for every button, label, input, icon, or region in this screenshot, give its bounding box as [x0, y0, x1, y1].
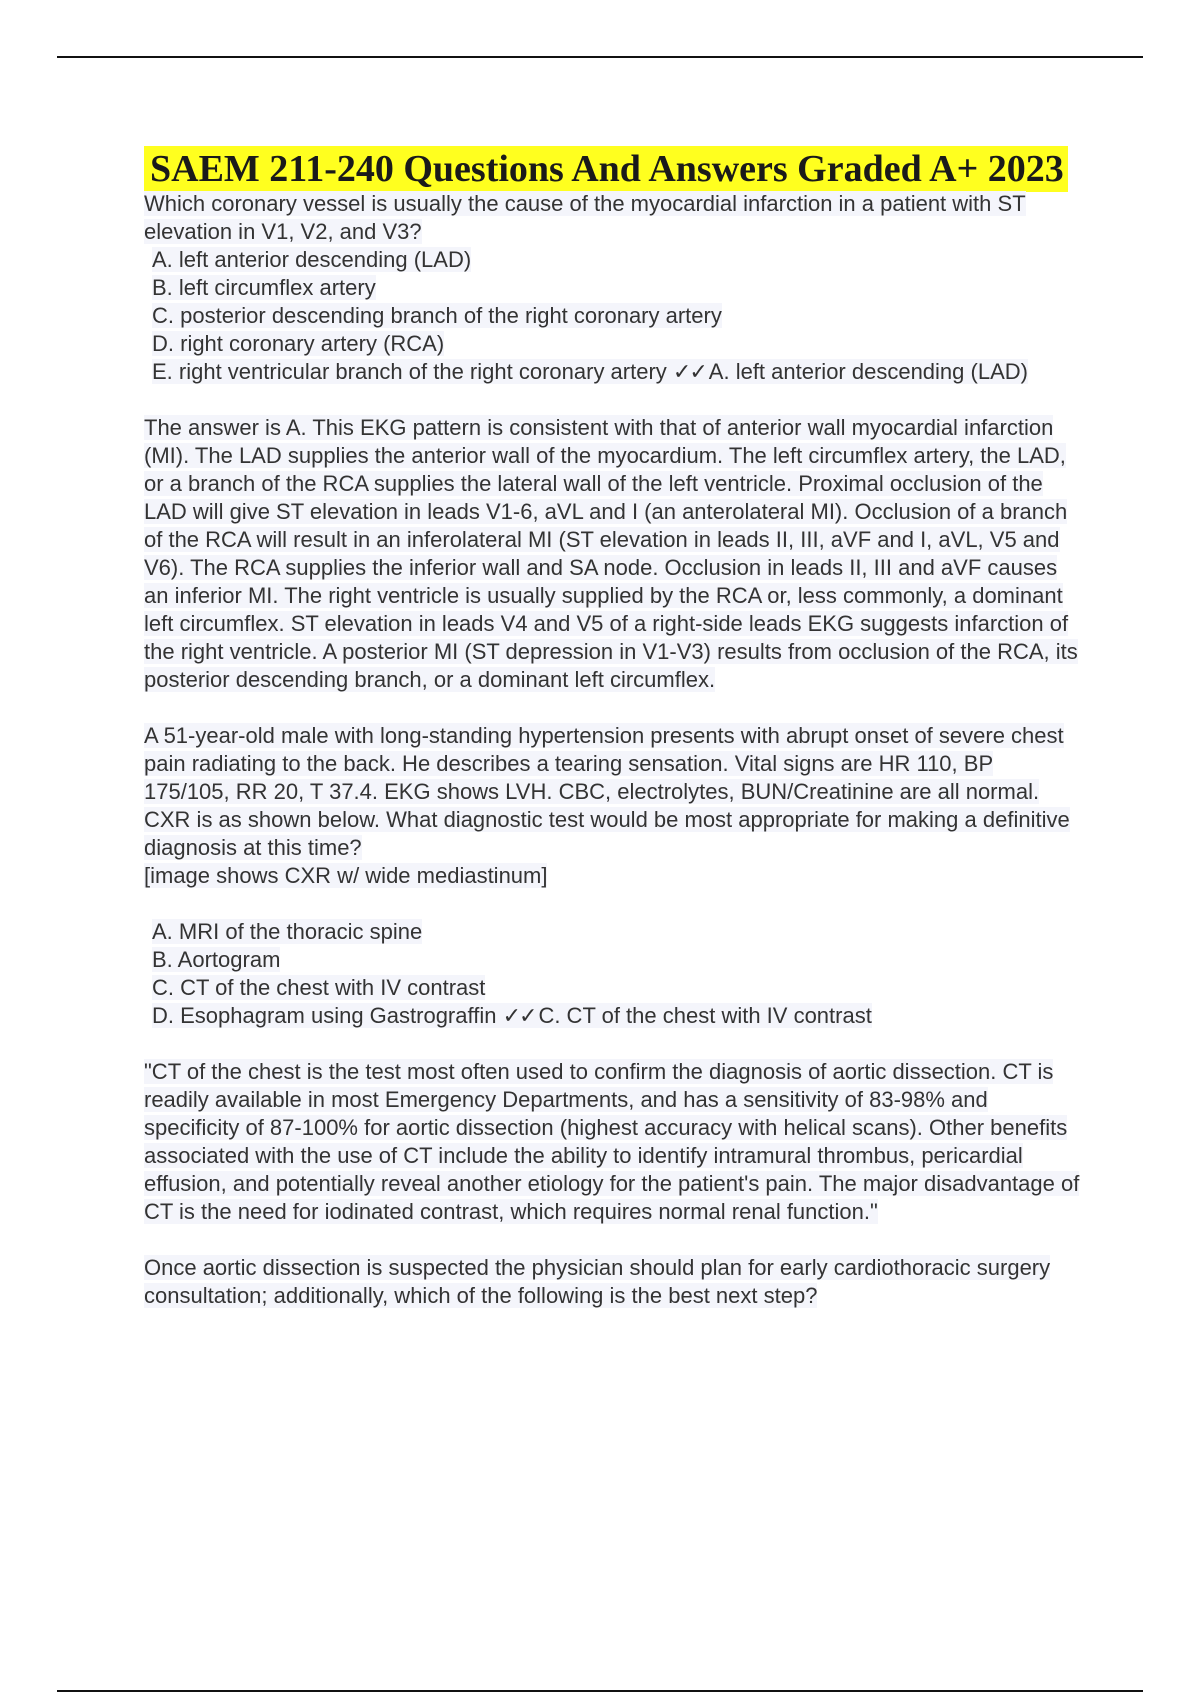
option-item: A. MRI of the thoracic spine	[152, 919, 423, 944]
question-2-text	[144, 722, 1084, 862]
question-3-stem: Once aortic dissection is suspected the physician should plan for early cardiothoracic surgery consultation; additionally, which of the following is the best next step?	[144, 1255, 1051, 1308]
check-mark-icon: ✓✓	[672, 359, 706, 384]
option-item: B. left circumflex artery	[152, 275, 376, 300]
answer-text: A. left anterior descending (LAD)	[708, 359, 1028, 384]
option-item: D. right coronary artery (RCA)	[152, 331, 445, 356]
question-1-explanation: The answer is A. This EKG pattern is consistent with that of anterior wall myocardial infarction (MI). The LAD supplies the anterior wall of the myocardium. The left circumflex artery, the LAD, or a branch of the RCA supplies the lateral wall of the left ventricle. Proximal occlusion of the LAD will give ST elevation in leads V1-6, aVL and I (an anterolateral MI). Occlusion of a branch of the RCA will result in an inferolateral MI (ST elevation in leads II, III, aVF and I, aVL, V5 and V6). The RCA supplies the inferior wall and SA node. Occlusion in leads II, III and aVF causes an inferior MI. The right ventricle is usually supplied by the RCA or, less commonly, a dominant left circumflex. ST elevation in leads V4 and V5 of a right-side leads EKG suggests infarction of the right ventricle. A posterior MI (ST depression in V1-V3) results from occlusion of the RCA, its posterior descending branch, or a dominant left circumflex.	[144, 415, 1078, 692]
question-3-text	[144, 1254, 1084, 1310]
answer-text: C. CT of the chest with IV contrast	[538, 1003, 872, 1028]
bottom-rule	[57, 1690, 1143, 1692]
question-2-options	[144, 918, 1084, 1030]
question-1-stem: Which coronary vessel is usually the cause of the myocardial infarction in a patient with ST elevation in V1, V2, and V3?	[144, 191, 1026, 244]
check-mark-icon: ✓✓	[502, 1003, 536, 1028]
top-rule	[57, 56, 1143, 58]
option-last: E. right ventricular branch of the right coronary artery	[152, 359, 667, 384]
option-item: B. Aortogram	[152, 947, 281, 972]
option-item: A. left anterior descending (LAD)	[152, 247, 472, 272]
document-body	[144, 146, 1084, 1310]
question-2-stem: A 51-year-old male with long-standing hypertension presents with abrupt onset of severe chest pain radiating to the back. He describes a tearing sensation. Vital signs are HR 110, BP 175/105, RR 20, T 37.4. EKG shows LVH. CBC, electrolytes, BUN/Creatinine are all normal. CXR is as shown below. What diagnostic test would be most appropriate for making a definitive diagnosis at this time?	[144, 723, 1070, 860]
option-last: D. Esophagram using Gastrograffin	[152, 1003, 497, 1028]
image-note: [image shows CXR w/ wide mediastinum]	[144, 863, 548, 888]
document-title: SAEM 211-240 Questions And Answers Graded A+ 2023	[144, 146, 1068, 192]
question-2-explanation: "CT of the chest is the test most often used to confirm the diagnosis of aortic dissection. CT is readily available in most Emergency Departments, and has a sensitivity of 83-98% and specificity of 87-100% for aortic dissection (highest accuracy with helical scans). Other benefits associated with the use of CT include the ability to identify intramural thrombus, pericardial effusion, and potentially reveal another etiology for the patient's pain. The major disadvantage of CT is the need for iodinated contrast, which requires normal renal function."	[144, 1059, 1080, 1224]
option-item-with-answer	[144, 358, 1084, 386]
question-1-text	[144, 190, 1084, 246]
option-item-with-answer	[144, 1002, 1084, 1030]
option-item: C. posterior descending branch of the right coronary artery	[152, 303, 722, 328]
question-1-options	[144, 246, 1084, 386]
option-item: C. CT of the chest with IV contrast	[152, 975, 486, 1000]
